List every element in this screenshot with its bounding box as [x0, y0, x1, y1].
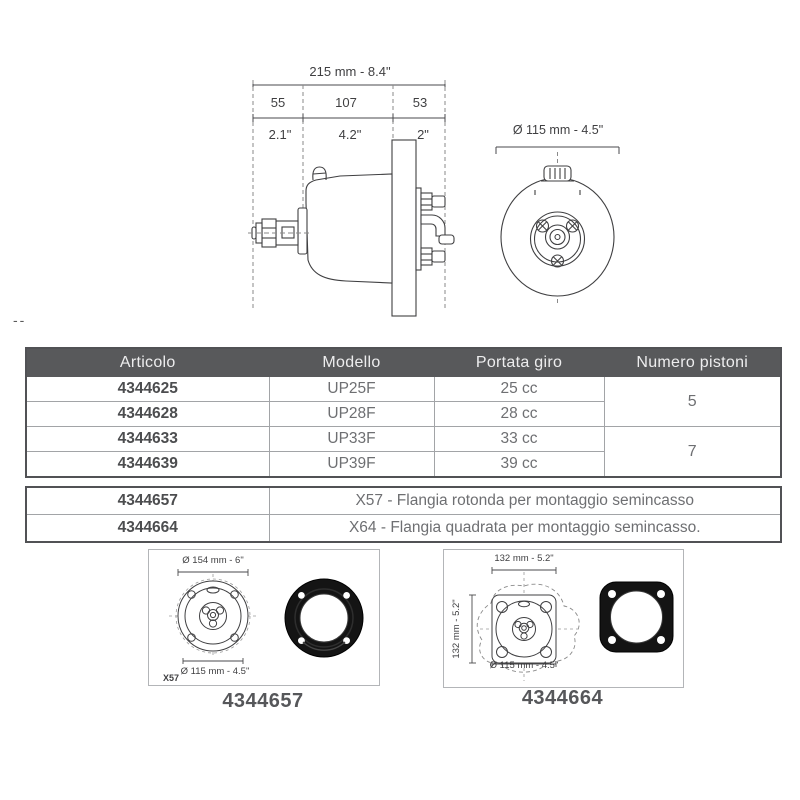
lower-fitting [421, 248, 445, 265]
products-table-section [25, 347, 780, 543]
round-flange-code: 4344657 [222, 690, 304, 712]
flange-variant-label: X57 [163, 673, 180, 683]
cell-portata: 33 cc [434, 427, 604, 452]
cell-articolo: 4344628 [26, 402, 269, 427]
cell-articolo: 4344633 [26, 427, 269, 452]
cell-articolo: 4344657 [26, 487, 269, 515]
table-row [26, 487, 781, 515]
dim-front-diameter: Ø 115 mm - 4.5" [512, 123, 604, 137]
dim-line-total [253, 80, 445, 90]
cell-modello: UP39F [269, 452, 434, 478]
table-row [26, 377, 781, 402]
cell-modello: UP33F [269, 427, 434, 452]
header-numero-pistoni: Numero pistoni [604, 348, 781, 377]
cell-articolo: 4344639 [26, 452, 269, 478]
round-flange-geometry [178, 581, 248, 651]
square-flange-photo [596, 579, 678, 659]
dim-seg-55: 55 [270, 95, 286, 110]
pump-side-view-drawing [240, 58, 458, 330]
dim-seg-4-2in: 4.2" [338, 127, 362, 142]
cell-portata: 28 cc [434, 402, 604, 427]
upper-fitting [421, 193, 445, 210]
dim-seg-107: 107 [335, 95, 357, 110]
cell-descrizione: X64 - Flangia quadrata per montaggio semincasso. [269, 515, 781, 543]
round-flange-drawing [153, 552, 275, 684]
accessories-table [25, 486, 782, 543]
cell-portata: 25 cc [434, 377, 604, 402]
shaft-boss [298, 208, 307, 254]
square-flange-geometry [492, 595, 556, 663]
dim-total-length: 215 mm - 8.4" [309, 64, 391, 79]
dim-line-segments [253, 114, 445, 122]
dim-seg-53: 53 [412, 95, 428, 110]
cell-portata: 39 cc [434, 452, 604, 478]
square-flange-drawing [446, 551, 586, 685]
pump-front-view-drawing [488, 118, 633, 310]
square-flange-code: 4344664 [521, 687, 604, 709]
pumps-table [25, 347, 782, 478]
dim-square-height: 132 mm - 5.2" [451, 599, 462, 659]
cell-modello: UP28F [269, 402, 434, 427]
cell-descrizione: X57 - Flangia rotonda per montaggio semincasso [269, 487, 781, 515]
cell-modello: UP25F [269, 377, 434, 402]
dim-line-inner [183, 658, 243, 664]
cell-articolo: 4344664 [26, 515, 269, 543]
header-portata-giro: Portata giro [434, 348, 604, 377]
pump-face-circle [501, 178, 614, 296]
table-row [26, 427, 781, 452]
mounting-plate [392, 140, 416, 316]
dim-line-height [469, 595, 476, 663]
dim-flange-inner-dia: Ø 115 mm - 4.5" [180, 666, 250, 677]
dim-square-width: 132 mm - 5.2" [494, 553, 554, 564]
header-modello: Modello [269, 348, 434, 377]
front-geometry [501, 166, 614, 296]
table-header-row [26, 348, 781, 377]
pump-body-geometry [252, 140, 454, 316]
filler-cap-front [541, 166, 574, 181]
elbow-fitting [421, 215, 445, 236]
pump-housing [306, 174, 392, 283]
round-flange-panel [148, 549, 380, 686]
cell-pistoni-7: 7 [604, 427, 781, 478]
round-flange-photo [283, 578, 365, 660]
dim-square-inner-dia: Ø 115 mm - 4.5" [489, 660, 559, 671]
cell-articolo: 4344625 [26, 377, 269, 402]
elbow-pipe [439, 235, 454, 244]
scan-mark: -- [13, 312, 27, 328]
header-articolo: Articolo [26, 348, 269, 377]
dim-seg-2in: 2" [417, 127, 429, 142]
dim-flange-outer-dia: Ø 154 mm - 6" [182, 555, 244, 566]
cell-pistoni-5: 5 [604, 377, 781, 427]
dim-seg-2-1in: 2.1" [268, 127, 292, 142]
manifold-block [416, 188, 421, 270]
table-row [26, 515, 781, 543]
square-flange-panel [443, 549, 684, 688]
